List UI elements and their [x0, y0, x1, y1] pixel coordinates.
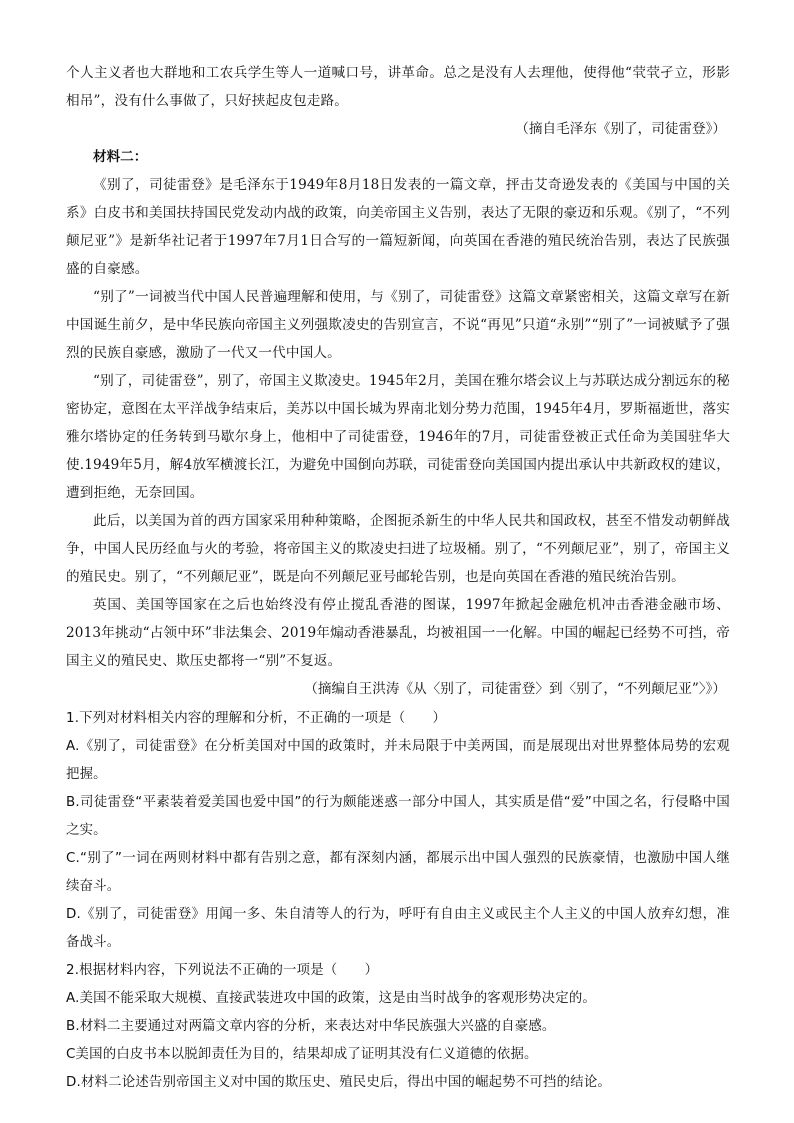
option-d[interactable]: D.材料二论述告别帝国主义对中国的欺压史、殖民史后，得出中国的崛起势不可挡的结论。 [66, 1075, 611, 1090]
option-b[interactable]: B.材料二主要通过对两篇文章内容的分析，来表达对中华民族强大兴盛的自豪感。 [66, 1019, 556, 1034]
source-citation-2: （摘编自王洪涛《从〈别了，司徒雷登〉到〈别了，“不列颠尼亚”〉》） [304, 681, 726, 697]
source-citation-1: （摘自毛泽东《别了，司徒雷登》） [515, 121, 726, 137]
question-stem: 1.下列对材料相关内容的理解和分析，不正确的一项是（ ） [66, 711, 447, 726]
material2-paragraph: 此后，以美国为首的西方国家采用种种策略，企图扼杀新生的中华人民共和国政权，甚至不惜发动朝鲜战争，中国人民历经血与火的考验，将帝国主义的欺凌史扫进了垃圾桶。别了，“不列颠尼亚”，别了，帝国主义的殖民史。别了，“不列颠尼亚”，既是向不列颠尼亚号邮轮告别，也是向英国在香港的殖民统治告别。 [66, 513, 730, 585]
option-d[interactable]: D.《别了，司徒雷登》用闻一多、朱自清等人的行为，呼吁有自由主义或民主个人主义的中国人放弃幻想，准备战斗。 [66, 907, 730, 950]
material2-paragraph: 英国、美国等国家在之后也始终没有停止搅乱香港的图谋，1997年掀起金融危机冲击香港金融市场、2013年挑动“占领中环”非法集会、2019年煽动香港暴乱，均被祖国一一化解。中国的崛起已经势不可挡，帝国主义的殖民史、欺压史都将一“别”不复返。 [66, 597, 730, 669]
material2-body [66, 171, 730, 675]
option-c[interactable]: C美国的白皮书本以脱卸责任为目的，结果却成了证明其没有仁义道德的依据。 [66, 1047, 538, 1062]
option-b[interactable]: B.司徒雷登“平素装着爱美国也爱中国”的行为颇能迷惑一部分中国人，其实质是借“爱”中国之名，行侵略中国之实。 [66, 795, 730, 838]
question-1 [66, 705, 730, 957]
material2-heading: 材料二： [93, 149, 148, 165]
question-stem: 2.根据材料内容，下列说法不正确的一项是（ ） [66, 963, 379, 978]
option-a[interactable]: A.美国不能采取大规模、直接武装进攻中国的政策，这是由当时战争的客观形势决定的。 [66, 991, 597, 1006]
question-2 [66, 957, 730, 1097]
opening-paragraph: 个人主义者也大群地和工农兵学生等人一道喊口号，讲革命。总之是没有人去理他，使得他“茕茕孑立，形影相吊”，没有什么事做了，只好挟起皮包走路。 [66, 65, 730, 109]
material2-paragraph: 《别了，司徒雷登》是毛泽东于1949年8月18日发表的一篇文章，抨击艾奇逊发表的《美国与中国的关系》白皮书和美国扶持国民党发动内战的政策，向美帝国主义告别，表达了无限的豪迈和乐观。《别了，“不列颠尼亚”》是新华社记者于1997年7月1日合写的一篇短新闻，向英国在香港的殖民统治告别，表达了民族强盛的自豪感。 [66, 177, 730, 277]
option-a[interactable]: A.《别了，司徒雷登》在分析美国对中国的政策时，并未局限于中美两国，而是展现出对世界整体局势的宏观把握。 [66, 739, 730, 782]
material2-paragraph: “别了，司徒雷登”，别了，帝国主义欺凌史。1945年2月，美国在雅尔塔会议上与苏联达成分割远东的秘密协定，意图在太平洋战争结束后，美苏以中国长城为界南北划分势力范围，1945年4月，罗斯福逝世，落实雅尔塔协定的任务转到马歇尔身上，他相中了司徒雷登，1946年的7月，司徒雷登被正式任命为美国驻华大使.1949年5月，解4放军横渡长江，为避免中国倒向苏联，司徒雷登向美国国内提出承认中共新政权的建议，遭到拒绝，无奈回国。 [66, 373, 730, 501]
material2-paragraph: “别了”一词被当代中国人民普遍理解和使用，与《别了，司徒雷登》这篇文章紧密相关，这篇文章写在新中国诞生前夕，是中华民族向帝国主义列强欺凌史的告别宣言，不说“再见”只道“永别”“别了”一词被赋予了强烈的民族自豪感，激励了一代又一代中国人。 [66, 289, 730, 361]
option-c[interactable]: C.“别了”一词在两则材料中都有告别之意，都有深刻内涵，都展示出中国人强烈的民族豪情，也激励中国人继续奋斗。 [66, 851, 730, 894]
